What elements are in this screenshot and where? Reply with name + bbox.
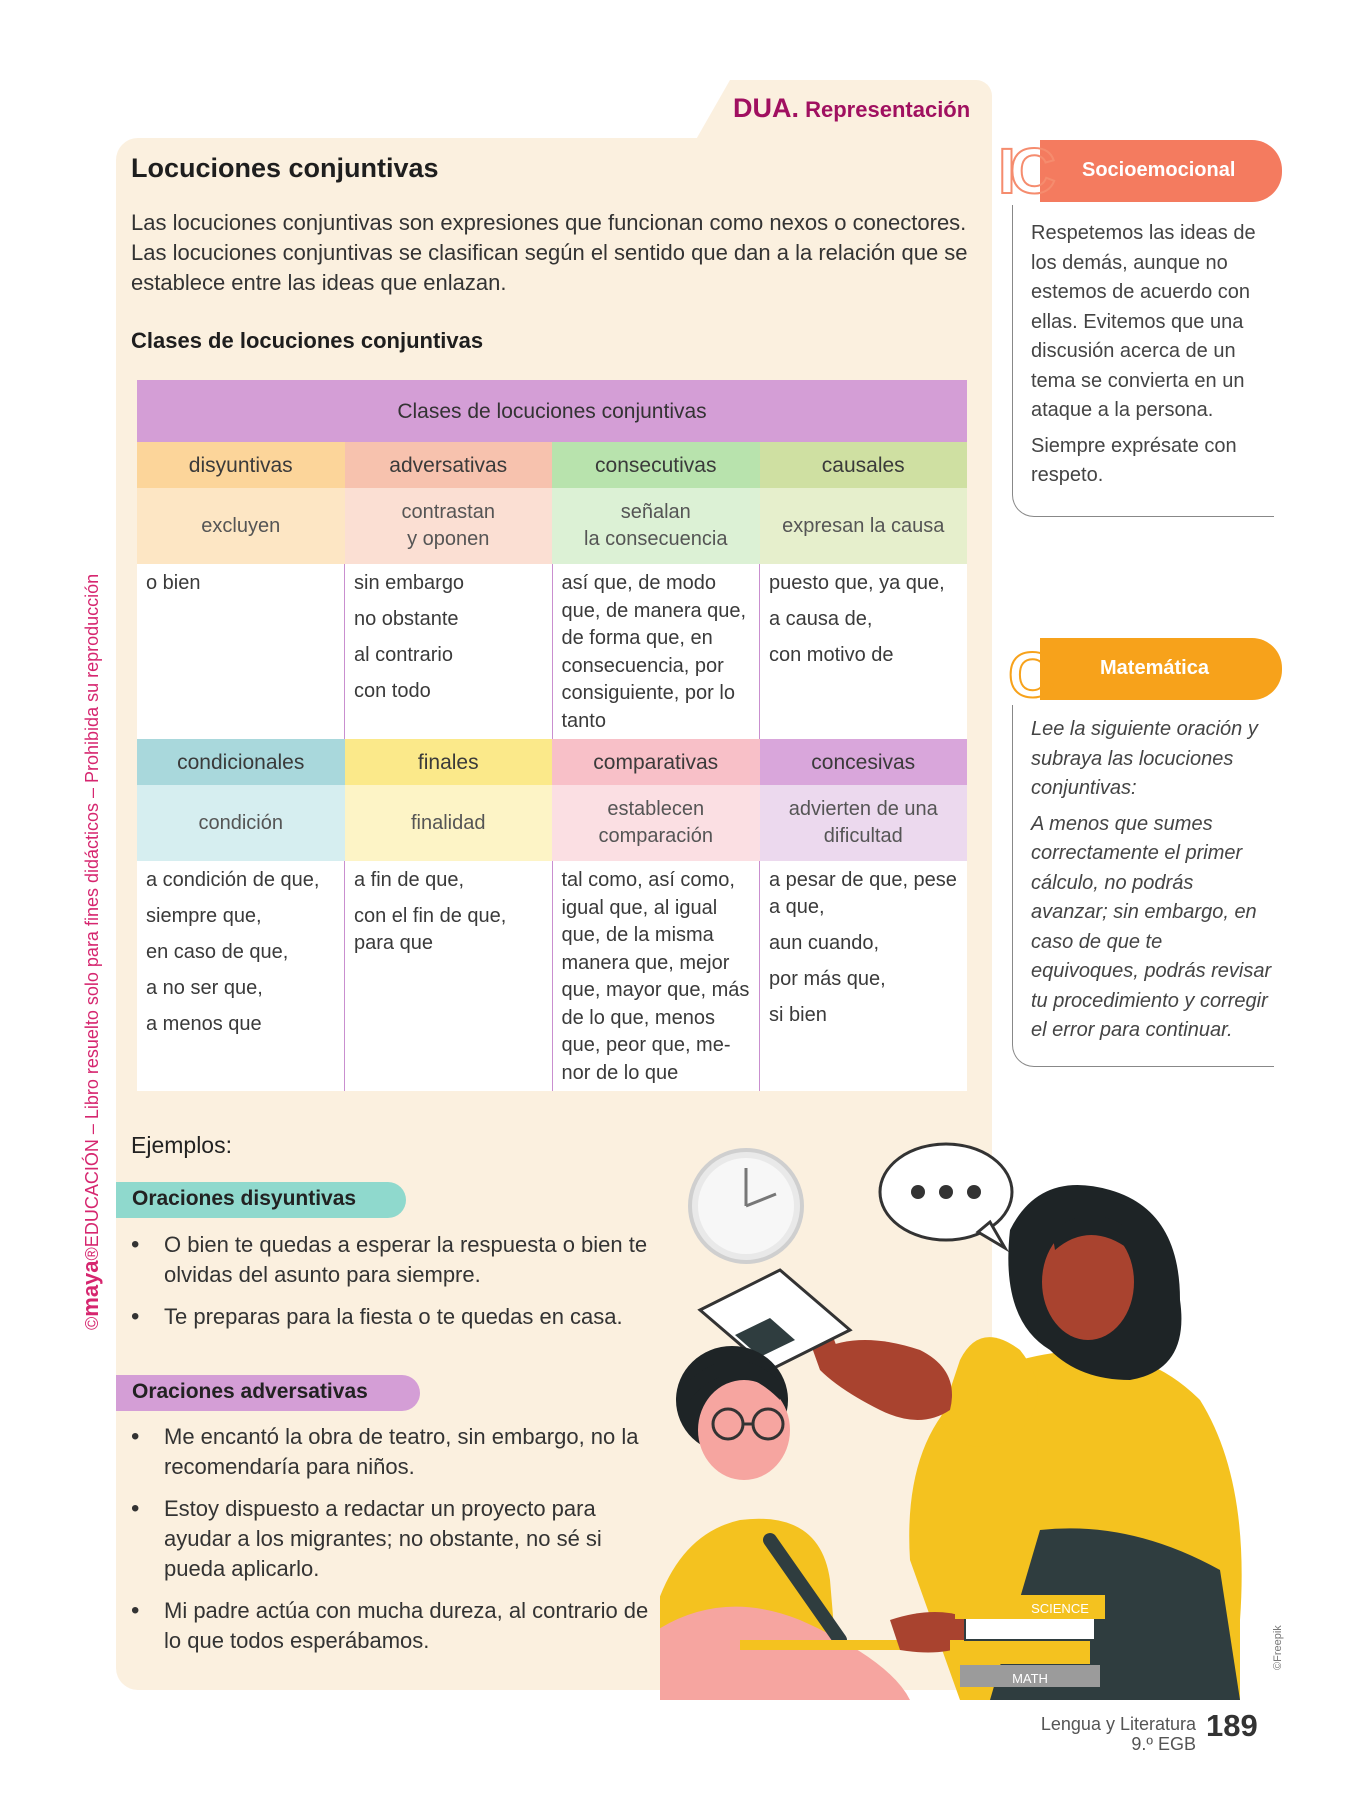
example-item: a causa de, xyxy=(769,608,873,630)
teacher-student-illustration xyxy=(660,1100,1260,1700)
class-meaning-cell: excluyen xyxy=(137,488,345,564)
example-item: a menos que xyxy=(146,1013,262,1035)
class-name-cell: consecutivas xyxy=(552,442,760,488)
list-item: • Te preparas para la fiesta o te quedas en casa. xyxy=(131,1302,651,1332)
adversativas-heading: Oraciones adversativas xyxy=(116,1375,420,1411)
copyright-notice: ©maya®EDUCACIÓN – Libro resuelto solo para fines didácticos – Prohibida su reproducción xyxy=(78,573,103,1330)
book-label-science: SCIENCE xyxy=(1031,1601,1089,1616)
speech-bubble-icon xyxy=(880,1144,1012,1248)
list-item: • Mi padre actúa con mucha dureza, al contrario de lo que todos esperábamos. xyxy=(131,1596,661,1656)
section-subtitle: Clases de locuciones conjuntivas xyxy=(131,328,484,353)
class-name-cell: finales xyxy=(345,739,553,785)
clock-icon xyxy=(690,1150,802,1262)
books-stack-icon xyxy=(950,1595,1105,1687)
adversativas-list xyxy=(131,1422,661,1668)
socioemocional-text: Respetemos las ideas de los demás, aunque no estemos de acuerdo con ellas. Evitemos que una discusión acerca de un tema se convierta en un ataque a la persona. Siempre exprésate con respeto. xyxy=(1012,205,1274,517)
example-item: en caso de que, xyxy=(146,941,289,963)
brand-logo: maya xyxy=(78,1260,103,1317)
example-item: por más que, xyxy=(769,968,886,990)
class-meaning-cell: condición xyxy=(137,785,345,861)
socioemocional-logo-icon: IC xyxy=(998,135,1050,207)
page-title: Locuciones conjuntivas xyxy=(131,153,439,183)
dua-label: DUA. Representación xyxy=(733,93,971,123)
intro-paragraph: Las locuciones conjuntivas son expresiones que funcionan como nexos o conectores. Las locuciones conjuntivas se clasifican según el sentido que dan a la relación que se establece entre las ideas que enlazan. xyxy=(131,210,968,295)
book-label-math: MATH xyxy=(1012,1671,1048,1686)
disyuntivas-heading: Oraciones disyuntivas xyxy=(116,1182,406,1218)
table-header: Clases de locuciones conjuntivas xyxy=(137,380,967,442)
class-examples-cell xyxy=(137,564,345,739)
class-examples-cell xyxy=(760,861,968,1091)
disyuntivas-list xyxy=(131,1230,651,1344)
class-name-cell: condicionales xyxy=(137,739,345,785)
matematica-text: Lee la siguiente oración y subraya las locuciones conjuntivas: A menos que sumes correctamente el primer cálculo, no podrás avanzar; sin embargo, en caso de que te equivoques, podrás revisar tu procedimiento y corregir el error para continuar. xyxy=(1012,705,1274,1067)
list-item: • Me encantó la obra de teatro, sin embargo, no la recomendaría para niños. xyxy=(131,1422,661,1482)
class-examples-cell xyxy=(552,861,760,1091)
example-item: puesto que, ya que, xyxy=(769,572,945,594)
class-meaning-cell: advierten de una dificultad xyxy=(760,785,968,861)
example-item: con todo xyxy=(354,680,431,702)
matematica-header: Matemática xyxy=(1040,638,1282,700)
example-item: a no ser que, xyxy=(146,977,263,999)
class-name-cell: disyuntivas xyxy=(137,442,345,488)
list-item: • O bien te quedas a esperar la respuesta o bien te olvidas del asunto para siempre. xyxy=(131,1230,651,1290)
matematica-logo-icon: C xyxy=(1008,639,1049,711)
class-name-cell: comparativas xyxy=(552,739,760,785)
example-item: a condición de que, xyxy=(146,869,320,891)
example-item: así que, de modo que, de manera que, de forma que, en consecuencia, por consiguiente, por lo tanto xyxy=(561,572,747,732)
example-item: o bien xyxy=(146,572,201,594)
example-item: sin embargo xyxy=(354,572,465,594)
class-meaning-cell: señalan la consecuencia xyxy=(552,488,760,564)
example-item: con el fin de que, para que xyxy=(354,905,507,954)
example-item: con motivo de xyxy=(769,644,894,666)
class-name-cell: adversativas xyxy=(345,442,553,488)
class-meaning-cell: establecen comparación xyxy=(552,785,760,861)
class-examples-cell xyxy=(137,861,345,1091)
example-item: a pesar de que, pese a que, xyxy=(769,869,957,918)
socioemocional-header: Socioemocional xyxy=(1040,140,1282,202)
conjunctive-classes-table xyxy=(137,380,967,1091)
class-examples-cell xyxy=(552,564,760,739)
class-name-cell: causales xyxy=(760,442,968,488)
class-examples-cell xyxy=(760,564,968,739)
example-item: al contrario xyxy=(354,644,453,666)
examples-label: Ejemplos: xyxy=(131,1132,232,1158)
page-number: 189 xyxy=(1206,1708,1258,1743)
list-item: • Estoy dispuesto a redactar un proyecto para ayudar a los migrantes; no obstante, no sé si pueda aplicarlo. xyxy=(131,1494,661,1584)
example-item: a fin de que, xyxy=(354,869,465,891)
class-examples-cell xyxy=(345,861,553,1091)
example-item: aun cuando, xyxy=(769,932,880,954)
example-item: si bien xyxy=(769,1004,827,1026)
class-meaning-cell: finalidad xyxy=(345,785,553,861)
image-credit: ©Freepik xyxy=(1272,1625,1284,1670)
class-meaning-cell: expresan la causa xyxy=(760,488,968,564)
class-examples-cell xyxy=(345,564,553,739)
class-meaning-cell: contrastan y oponen xyxy=(345,488,553,564)
footer-subject: Lengua y Literatura 9.º EGB xyxy=(1040,1714,1196,1754)
example-item: no obstante xyxy=(354,608,459,630)
example-item: siempre que, xyxy=(146,905,262,927)
class-name-cell: concesivas xyxy=(760,739,968,785)
example-item: tal como, así como, igual que, al igual que, de la misma manera que, mejor que, mayor que, más de lo que, menos que, peor que, me-nor de lo que xyxy=(561,869,750,1084)
